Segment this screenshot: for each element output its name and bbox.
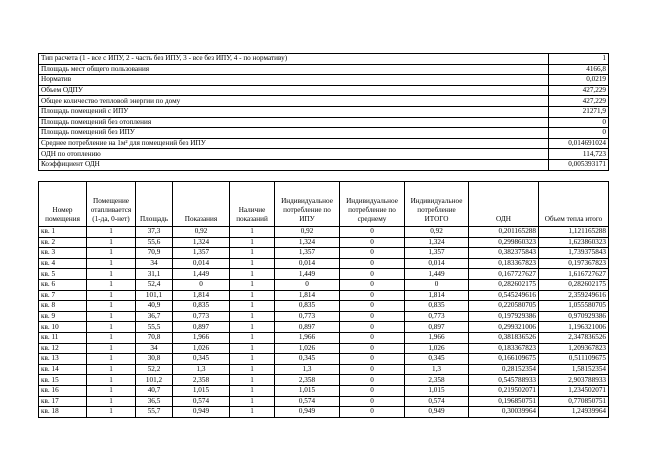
- cell-readings: 0,345: [173, 354, 230, 365]
- cell-consumption-average: 0: [340, 311, 405, 322]
- table-row: [39, 301, 609, 312]
- cell-heated: 1: [87, 290, 136, 301]
- cell-area: 55,6: [136, 237, 173, 248]
- summary-value: 1: [549, 54, 609, 65]
- summary-row: [39, 75, 609, 86]
- cell-odn: 0,282602175: [469, 279, 539, 290]
- cell-odn: 0,183367823: [469, 343, 539, 354]
- cell-room-number: кв. 10: [39, 322, 87, 333]
- cell-area: 37,3: [136, 227, 173, 238]
- summary-label: Тип расчета (1 - все с ИПУ, 2 - часть без ИПУ, 3 - все без ИПУ, 4 - по нормативу): [39, 54, 549, 65]
- summary-value: 427,229: [549, 85, 609, 96]
- cell-consumption-ipu: 1,449: [275, 269, 340, 280]
- cell-has-readings: 1: [230, 364, 275, 375]
- cell-room-number: кв. 9: [39, 311, 87, 322]
- cell-odn: 0,201165288: [469, 227, 539, 238]
- table-row: [39, 237, 609, 248]
- cell-has-readings: 1: [230, 332, 275, 343]
- cell-consumption-average: 0: [340, 279, 405, 290]
- cell-room-number: кв. 3: [39, 248, 87, 259]
- cell-consumption-total: 0,949: [405, 407, 469, 418]
- cell-heat-volume-total: 0,970929386: [539, 311, 609, 322]
- summary-value: 0: [549, 128, 609, 139]
- cell-consumption-total: 1,015: [405, 385, 469, 396]
- cell-readings: 1,357: [173, 248, 230, 259]
- cell-odn: 0,545249616: [469, 290, 539, 301]
- cell-room-number: кв. 5: [39, 269, 87, 280]
- table-row: [39, 354, 609, 365]
- cell-has-readings: 1: [230, 269, 275, 280]
- cell-readings: 1,966: [173, 332, 230, 343]
- cell-has-readings: 1: [230, 311, 275, 322]
- summary-label: Площадь мест общего пользования: [39, 64, 549, 75]
- cell-odn: 0,299321006: [469, 322, 539, 333]
- cell-consumption-average: 0: [340, 258, 405, 269]
- cell-heat-volume-total: 0,282602175: [539, 279, 609, 290]
- cell-readings: 0,92: [173, 227, 230, 238]
- cell-consumption-ipu: 2,358: [275, 375, 340, 386]
- cell-has-readings: 1: [230, 279, 275, 290]
- cell-room-number: кв. 18: [39, 407, 87, 418]
- cell-consumption-total: 0,773: [405, 311, 469, 322]
- cell-consumption-ipu: 0: [275, 279, 340, 290]
- cell-consumption-total: 0,574: [405, 396, 469, 407]
- cell-consumption-average: 0: [340, 322, 405, 333]
- cell-heated: 1: [87, 237, 136, 248]
- apartments-table: [38, 181, 609, 418]
- cell-readings: 0,773: [173, 311, 230, 322]
- cell-heat-volume-total: 0,197367823: [539, 258, 609, 269]
- cell-heat-volume-total: 0,511109675: [539, 354, 609, 365]
- cell-consumption-ipu: 1,966: [275, 332, 340, 343]
- cell-area: 55,7: [136, 407, 173, 418]
- cell-heated: 1: [87, 248, 136, 259]
- cell-has-readings: 1: [230, 375, 275, 386]
- cell-odn: 0,220580705: [469, 301, 539, 312]
- col-header-consumption-total: Индивидуальное потребление ИТОГО: [405, 182, 469, 227]
- cell-consumption-average: 0: [340, 354, 405, 365]
- table-row: [39, 290, 609, 301]
- cell-area: 52,2: [136, 364, 173, 375]
- cell-odn: 0,166109675: [469, 354, 539, 365]
- cell-heated: 1: [87, 311, 136, 322]
- cell-odn: 0,381836526: [469, 332, 539, 343]
- cell-consumption-total: 1,449: [405, 269, 469, 280]
- cell-consumption-ipu: 1,015: [275, 385, 340, 396]
- summary-label: Среднее потребление на 1м² для помещений без ИПУ: [39, 138, 549, 149]
- table-row: [39, 332, 609, 343]
- cell-consumption-average: 0: [340, 290, 405, 301]
- cell-area: 36,7: [136, 311, 173, 322]
- cell-consumption-ipu: 0,949: [275, 407, 340, 418]
- cell-readings: 0,014: [173, 258, 230, 269]
- summary-row: [39, 64, 609, 75]
- cell-area: 40,9: [136, 301, 173, 312]
- cell-area: 31,1: [136, 269, 173, 280]
- summary-label: ОДН по отоплению: [39, 149, 549, 160]
- summary-label: Площадь помещений с ИПУ: [39, 106, 549, 117]
- cell-odn: 0,197929386: [469, 311, 539, 322]
- cell-room-number: кв. 17: [39, 396, 87, 407]
- col-header-heated: Помещение отапливается (1-да, 0-нет): [87, 182, 136, 227]
- col-header-area: Площадь: [136, 182, 173, 227]
- cell-heat-volume-total: 1,234502071: [539, 385, 609, 396]
- cell-consumption-ipu: 0,835: [275, 301, 340, 312]
- cell-has-readings: 1: [230, 290, 275, 301]
- cell-consumption-ipu: 0,897: [275, 322, 340, 333]
- cell-heat-volume-total: 1,121165288: [539, 227, 609, 238]
- cell-room-number: кв. 12: [39, 343, 87, 354]
- cell-has-readings: 1: [230, 258, 275, 269]
- summary-row: [39, 117, 609, 128]
- cell-readings: 1,324: [173, 237, 230, 248]
- summary-body: [39, 54, 609, 171]
- table-row: [39, 375, 609, 386]
- summary-label: Объем ОДПУ: [39, 85, 549, 96]
- col-header-consumption-ipu: Индивидуальное потребление по ИПУ: [275, 182, 340, 227]
- cell-readings: 1,449: [173, 269, 230, 280]
- cell-consumption-total: 1,3: [405, 364, 469, 375]
- cell-heat-volume-total: 1,616727627: [539, 269, 609, 280]
- cell-heat-volume-total: 0,770850751: [539, 396, 609, 407]
- cell-consumption-total: 0: [405, 279, 469, 290]
- cell-consumption-ipu: 0,92: [275, 227, 340, 238]
- table-row: [39, 227, 609, 238]
- cell-consumption-total: 2,358: [405, 375, 469, 386]
- summary-label: Площадь помещений без отопления: [39, 117, 549, 128]
- summary-row: [39, 106, 609, 117]
- cell-consumption-total: 1,324: [405, 237, 469, 248]
- table-row: [39, 407, 609, 418]
- summary-value: 114,723: [549, 149, 609, 160]
- cell-consumption-total: 1,966: [405, 332, 469, 343]
- cell-readings: 0,949: [173, 407, 230, 418]
- cell-area: 70,9: [136, 248, 173, 259]
- cell-heated: 1: [87, 375, 136, 386]
- summary-value: 21271,9: [549, 106, 609, 117]
- cell-has-readings: 1: [230, 248, 275, 259]
- cell-consumption-ipu: 1,814: [275, 290, 340, 301]
- cell-room-number: кв. 13: [39, 354, 87, 365]
- col-header-odn: ОДН: [469, 182, 539, 227]
- cell-heated: 1: [87, 258, 136, 269]
- table-row: [39, 364, 609, 375]
- cell-heat-volume-total: 1,209367823: [539, 343, 609, 354]
- cell-odn: 0,545788933: [469, 375, 539, 386]
- cell-consumption-average: 0: [340, 301, 405, 312]
- summary-label: Общее количество тепловой энергии по дому: [39, 96, 549, 107]
- cell-area: 40,7: [136, 385, 173, 396]
- cell-heat-volume-total: 1,196321006: [539, 322, 609, 333]
- cell-room-number: кв. 8: [39, 301, 87, 312]
- cell-has-readings: 1: [230, 227, 275, 238]
- cell-room-number: кв. 16: [39, 385, 87, 396]
- summary-value: 0: [549, 117, 609, 128]
- cell-has-readings: 1: [230, 301, 275, 312]
- cell-heated: 1: [87, 227, 136, 238]
- summary-row: [39, 85, 609, 96]
- cell-room-number: кв. 4: [39, 258, 87, 269]
- summary-label: Коэффициент ОДН: [39, 159, 549, 170]
- table-row: [39, 311, 609, 322]
- cell-consumption-average: 0: [340, 407, 405, 418]
- summary-table: [38, 53, 609, 171]
- cell-odn: 0,219502071: [469, 385, 539, 396]
- cell-heat-volume-total: 1,623860323: [539, 237, 609, 248]
- table-row: [39, 279, 609, 290]
- col-header-room-number: Номер помещения: [39, 182, 87, 227]
- cell-consumption-average: 0: [340, 364, 405, 375]
- cell-has-readings: 1: [230, 396, 275, 407]
- cell-odn: 0,196850751: [469, 396, 539, 407]
- cell-area: 101,1: [136, 290, 173, 301]
- cell-readings: 0,897: [173, 322, 230, 333]
- cell-readings: 0: [173, 279, 230, 290]
- table-row: [39, 248, 609, 259]
- cell-consumption-ipu: 1,3: [275, 364, 340, 375]
- cell-readings: 1,3: [173, 364, 230, 375]
- cell-area: 52,4: [136, 279, 173, 290]
- cell-odn: 0,299860323: [469, 237, 539, 248]
- cell-heat-volume-total: 2,347836526: [539, 332, 609, 343]
- cell-consumption-total: 0,014: [405, 258, 469, 269]
- cell-heat-volume-total: 1,58152354: [539, 364, 609, 375]
- cell-heat-volume-total: 1,24939964: [539, 407, 609, 418]
- cell-heat-volume-total: 2,903788933: [539, 375, 609, 386]
- cell-heated: 1: [87, 343, 136, 354]
- cell-consumption-average: 0: [340, 385, 405, 396]
- col-header-readings: Показания: [173, 182, 230, 227]
- cell-odn: 0,382375843: [469, 248, 539, 259]
- cell-consumption-total: 0,345: [405, 354, 469, 365]
- cell-consumption-total: 0,835: [405, 301, 469, 312]
- cell-heated: 1: [87, 322, 136, 333]
- cell-consumption-average: 0: [340, 343, 405, 354]
- summary-row: [39, 149, 609, 160]
- summary-value: 4166,8: [549, 64, 609, 75]
- cell-has-readings: 1: [230, 343, 275, 354]
- cell-consumption-average: 0: [340, 248, 405, 259]
- summary-row: [39, 138, 609, 149]
- cell-consumption-ipu: 1,026: [275, 343, 340, 354]
- cell-consumption-ipu: 0,345: [275, 354, 340, 365]
- cell-has-readings: 1: [230, 385, 275, 396]
- cell-area: 30,8: [136, 354, 173, 365]
- cell-readings: 0,835: [173, 301, 230, 312]
- col-header-heat-volume-total: Объем тепла итого: [539, 182, 609, 227]
- cell-heated: 1: [87, 407, 136, 418]
- cell-heated: 1: [87, 354, 136, 365]
- cell-consumption-ipu: 1,324: [275, 237, 340, 248]
- table-row: [39, 322, 609, 333]
- table-row: [39, 343, 609, 354]
- cell-heat-volume-total: 2,359249616: [539, 290, 609, 301]
- cell-room-number: кв. 2: [39, 237, 87, 248]
- cell-has-readings: 1: [230, 322, 275, 333]
- summary-label: Площадь помещений без ИПУ: [39, 128, 549, 139]
- cell-consumption-ipu: 0,574: [275, 396, 340, 407]
- cell-readings: 1,026: [173, 343, 230, 354]
- summary-row: [39, 128, 609, 139]
- cell-consumption-average: 0: [340, 375, 405, 386]
- cell-room-number: кв. 1: [39, 227, 87, 238]
- cell-heated: 1: [87, 396, 136, 407]
- cell-heated: 1: [87, 279, 136, 290]
- cell-room-number: кв. 6: [39, 279, 87, 290]
- summary-row: [39, 96, 609, 107]
- cell-consumption-total: 1,026: [405, 343, 469, 354]
- table-row: [39, 385, 609, 396]
- cell-has-readings: 1: [230, 237, 275, 248]
- summary-value: 0,0219: [549, 75, 609, 86]
- cell-area: 36,5: [136, 396, 173, 407]
- col-header-consumption-average: Индивидуальное потребление по среднему: [340, 182, 405, 227]
- cell-heated: 1: [87, 269, 136, 280]
- cell-odn: 0,30039964: [469, 407, 539, 418]
- cell-consumption-average: 0: [340, 269, 405, 280]
- cell-heated: 1: [87, 301, 136, 312]
- cell-consumption-ipu: 1,357: [275, 248, 340, 259]
- cell-consumption-average: 0: [340, 396, 405, 407]
- cell-readings: 2,358: [173, 375, 230, 386]
- cell-area: 55,5: [136, 322, 173, 333]
- cell-heated: 1: [87, 364, 136, 375]
- cell-odn: 0,28152354: [469, 364, 539, 375]
- summary-row: [39, 159, 609, 170]
- cell-room-number: кв. 15: [39, 375, 87, 386]
- cell-consumption-total: 0,897: [405, 322, 469, 333]
- cell-area: 70,8: [136, 332, 173, 343]
- cell-consumption-average: 0: [340, 332, 405, 343]
- cell-consumption-average: 0: [340, 227, 405, 238]
- apartments-body: [39, 227, 609, 418]
- cell-room-number: кв. 14: [39, 364, 87, 375]
- cell-heated: 1: [87, 332, 136, 343]
- cell-consumption-total: 0,92: [405, 227, 469, 238]
- cell-heated: 1: [87, 385, 136, 396]
- header-row: [39, 182, 609, 227]
- col-header-has-readings: Наличие показаний: [230, 182, 275, 227]
- cell-odn: 0,167727627: [469, 269, 539, 280]
- cell-room-number: кв. 7: [39, 290, 87, 301]
- cell-readings: 0,574: [173, 396, 230, 407]
- cell-has-readings: 1: [230, 354, 275, 365]
- summary-label: Норматив: [39, 75, 549, 86]
- cell-consumption-ipu: 0,773: [275, 311, 340, 322]
- cell-area: 34: [136, 258, 173, 269]
- cell-readings: 1,814: [173, 290, 230, 301]
- cell-area: 101,2: [136, 375, 173, 386]
- cell-consumption-total: 1,814: [405, 290, 469, 301]
- cell-heat-volume-total: 1,739375843: [539, 248, 609, 259]
- summary-value: 427,229: [549, 96, 609, 107]
- cell-odn: 0,183367823: [469, 258, 539, 269]
- summary-value: 0,014691024: [549, 138, 609, 149]
- cell-readings: 1,015: [173, 385, 230, 396]
- cell-area: 34: [136, 343, 173, 354]
- summary-value: 0,005393171: [549, 159, 609, 170]
- summary-row: [39, 54, 609, 65]
- cell-consumption-ipu: 0,014: [275, 258, 340, 269]
- cell-consumption-total: 1,357: [405, 248, 469, 259]
- cell-room-number: кв. 11: [39, 332, 87, 343]
- table-row: [39, 396, 609, 407]
- table-row: [39, 269, 609, 280]
- table-row: [39, 258, 609, 269]
- cell-consumption-average: 0: [340, 237, 405, 248]
- cell-has-readings: 1: [230, 407, 275, 418]
- cell-heat-volume-total: 1,055580705: [539, 301, 609, 312]
